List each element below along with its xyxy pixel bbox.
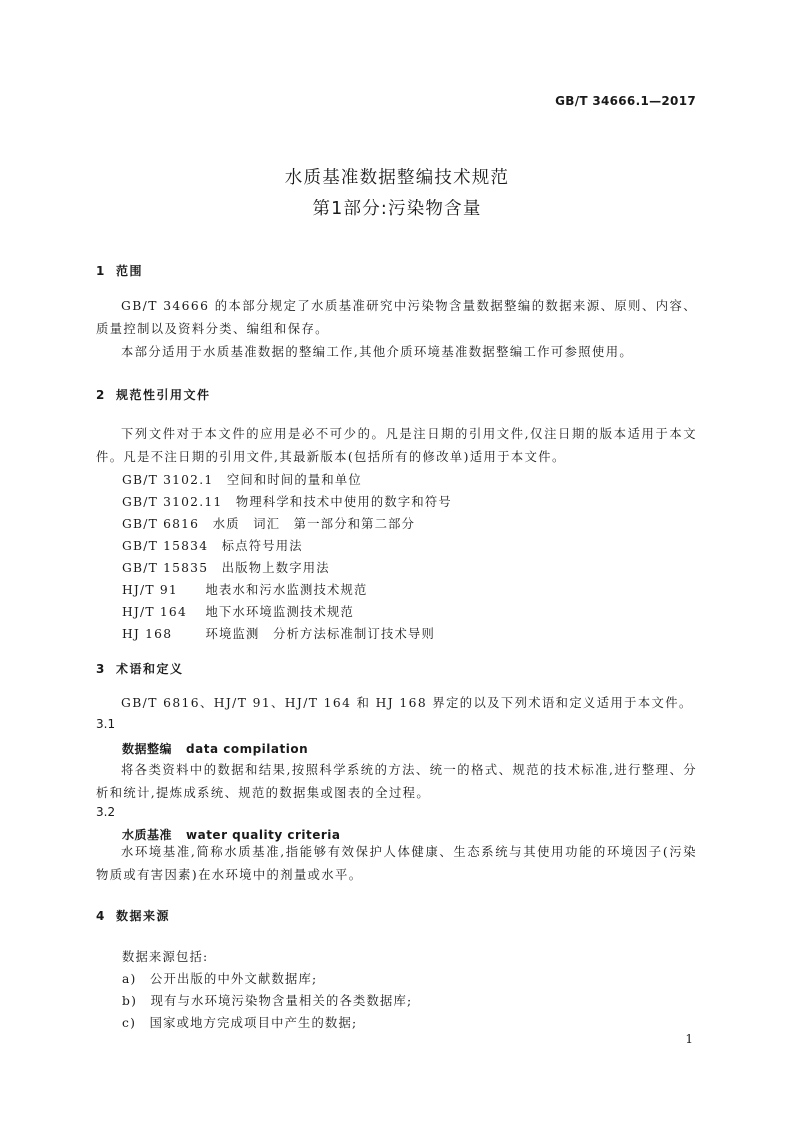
term-zh: 数据整编 [122,742,173,756]
reference-code: HJ 168 [122,627,173,641]
reference-code: HJ/T 164 [122,605,187,619]
list-marker: c) [122,1016,137,1030]
paragraph: 下列文件对于本文件的应用是必不可少的。凡是注日期的引用文件,仅注日期的版本适用于本文件。凡是不注日期的引用文件,其最新版本(包括所有的修改单)适用于本文件。 [96,427,697,464]
reference-code: GB/T 15834 [122,539,209,553]
reference-item [122,558,330,576]
reference-title: 空间和时间的量和单位 [226,473,362,487]
list-text: 现有与水环境污染物含量相关的各类数据库; [150,994,413,1008]
term-number: 3.2 [96,805,116,819]
term-number: 3.1 [96,717,116,731]
reference-item [122,492,452,510]
reference-item [122,602,354,620]
reference-code: GB/T 3102.11 [122,495,223,509]
paragraph: 本部分适用于水质基准数据的整编工作,其他介质环境基准数据整编工作可参照使用。 [121,345,634,359]
list-item [122,1013,357,1031]
term-en: water quality criteria [186,828,341,842]
reference-title: 物理科学和技术中使用的数字和符号 [235,495,452,509]
term-zh: 水质基准 [122,828,173,842]
section-4-heading [96,907,170,924]
reference-item [122,536,303,554]
section-2-heading [96,386,211,403]
page-number: 1 [685,1032,693,1046]
list-text: 国家或地方完成项目中产生的数据; [149,1016,358,1030]
reference-title: 地表水和污水监测技术规范 [205,583,368,597]
term-en: data compilation [186,742,309,756]
section-title: 数据来源 [116,909,171,923]
reference-item [122,580,367,598]
reference-item [122,624,435,642]
reference-title: 水质 词汇 第一部分和第二部分 [212,517,416,531]
reference-code: GB/T 6816 [122,517,200,531]
term-definition: 水环境基准,简称水质基准,指能够有效保护人体健康、生态系统与其使用功能的环境因子(污染物质或有害因素)在水环境中的剂量或水平。 [96,845,697,882]
section-3-heading [96,660,184,677]
reference-title: 地下水环境监测技术规范 [205,605,354,619]
standard-code: GB/T 34666.1—2017 [555,94,696,108]
reference-item [122,514,415,532]
paragraph: GB/T 34666 的本部分规定了水质基准研究中污染物含量数据整编的数据来源、原则、内容、质量控制以及资料分类、编组和保存。 [96,299,697,336]
section-title: 范围 [116,264,144,278]
reference-item [122,470,362,488]
section-title: 术语和定义 [116,662,184,676]
section-title: 规范性引用文件 [116,388,211,402]
list-intro: 数据来源包括: [122,950,209,964]
section-number: 2 [96,388,105,402]
term-heading [122,740,308,757]
reference-code: GB/T 3102.1 [122,473,214,487]
reference-title: 环境监测 分析方法标准制订技术导则 [205,627,435,641]
section-number: 1 [96,264,105,278]
section-1-heading [96,262,143,279]
term-definition: 将各类资料中的数据和结果,按照科学系统的方法、统一的格式、规范的技术标准,进行整理、分析和统计,提炼成系统、规范的数据集或图表的全过程。 [96,763,697,800]
list-item [122,991,412,1009]
paragraph: GB/T 6816、HJ/T 91、HJ/T 164 和 HJ 168 界定的以及下列术语和定义适用于本文件。 [121,696,693,710]
reference-title: 标点符号用法 [221,539,303,553]
document-title: 水质基准数据整编技术规范 [284,168,510,188]
list-marker: a) [122,972,137,986]
list-marker: b) [122,994,138,1008]
document-subtitle: 第1部分:污染物含量 [312,199,482,219]
list-text: 公开出版的中外文献数据库; [150,972,318,986]
section-number: 4 [96,909,105,923]
reference-code: HJ/T 91 [122,583,178,597]
section-number: 3 [96,662,105,676]
list-item [122,969,317,987]
reference-code: GB/T 15835 [122,561,209,575]
reference-title: 出版物上数字用法 [221,561,330,575]
